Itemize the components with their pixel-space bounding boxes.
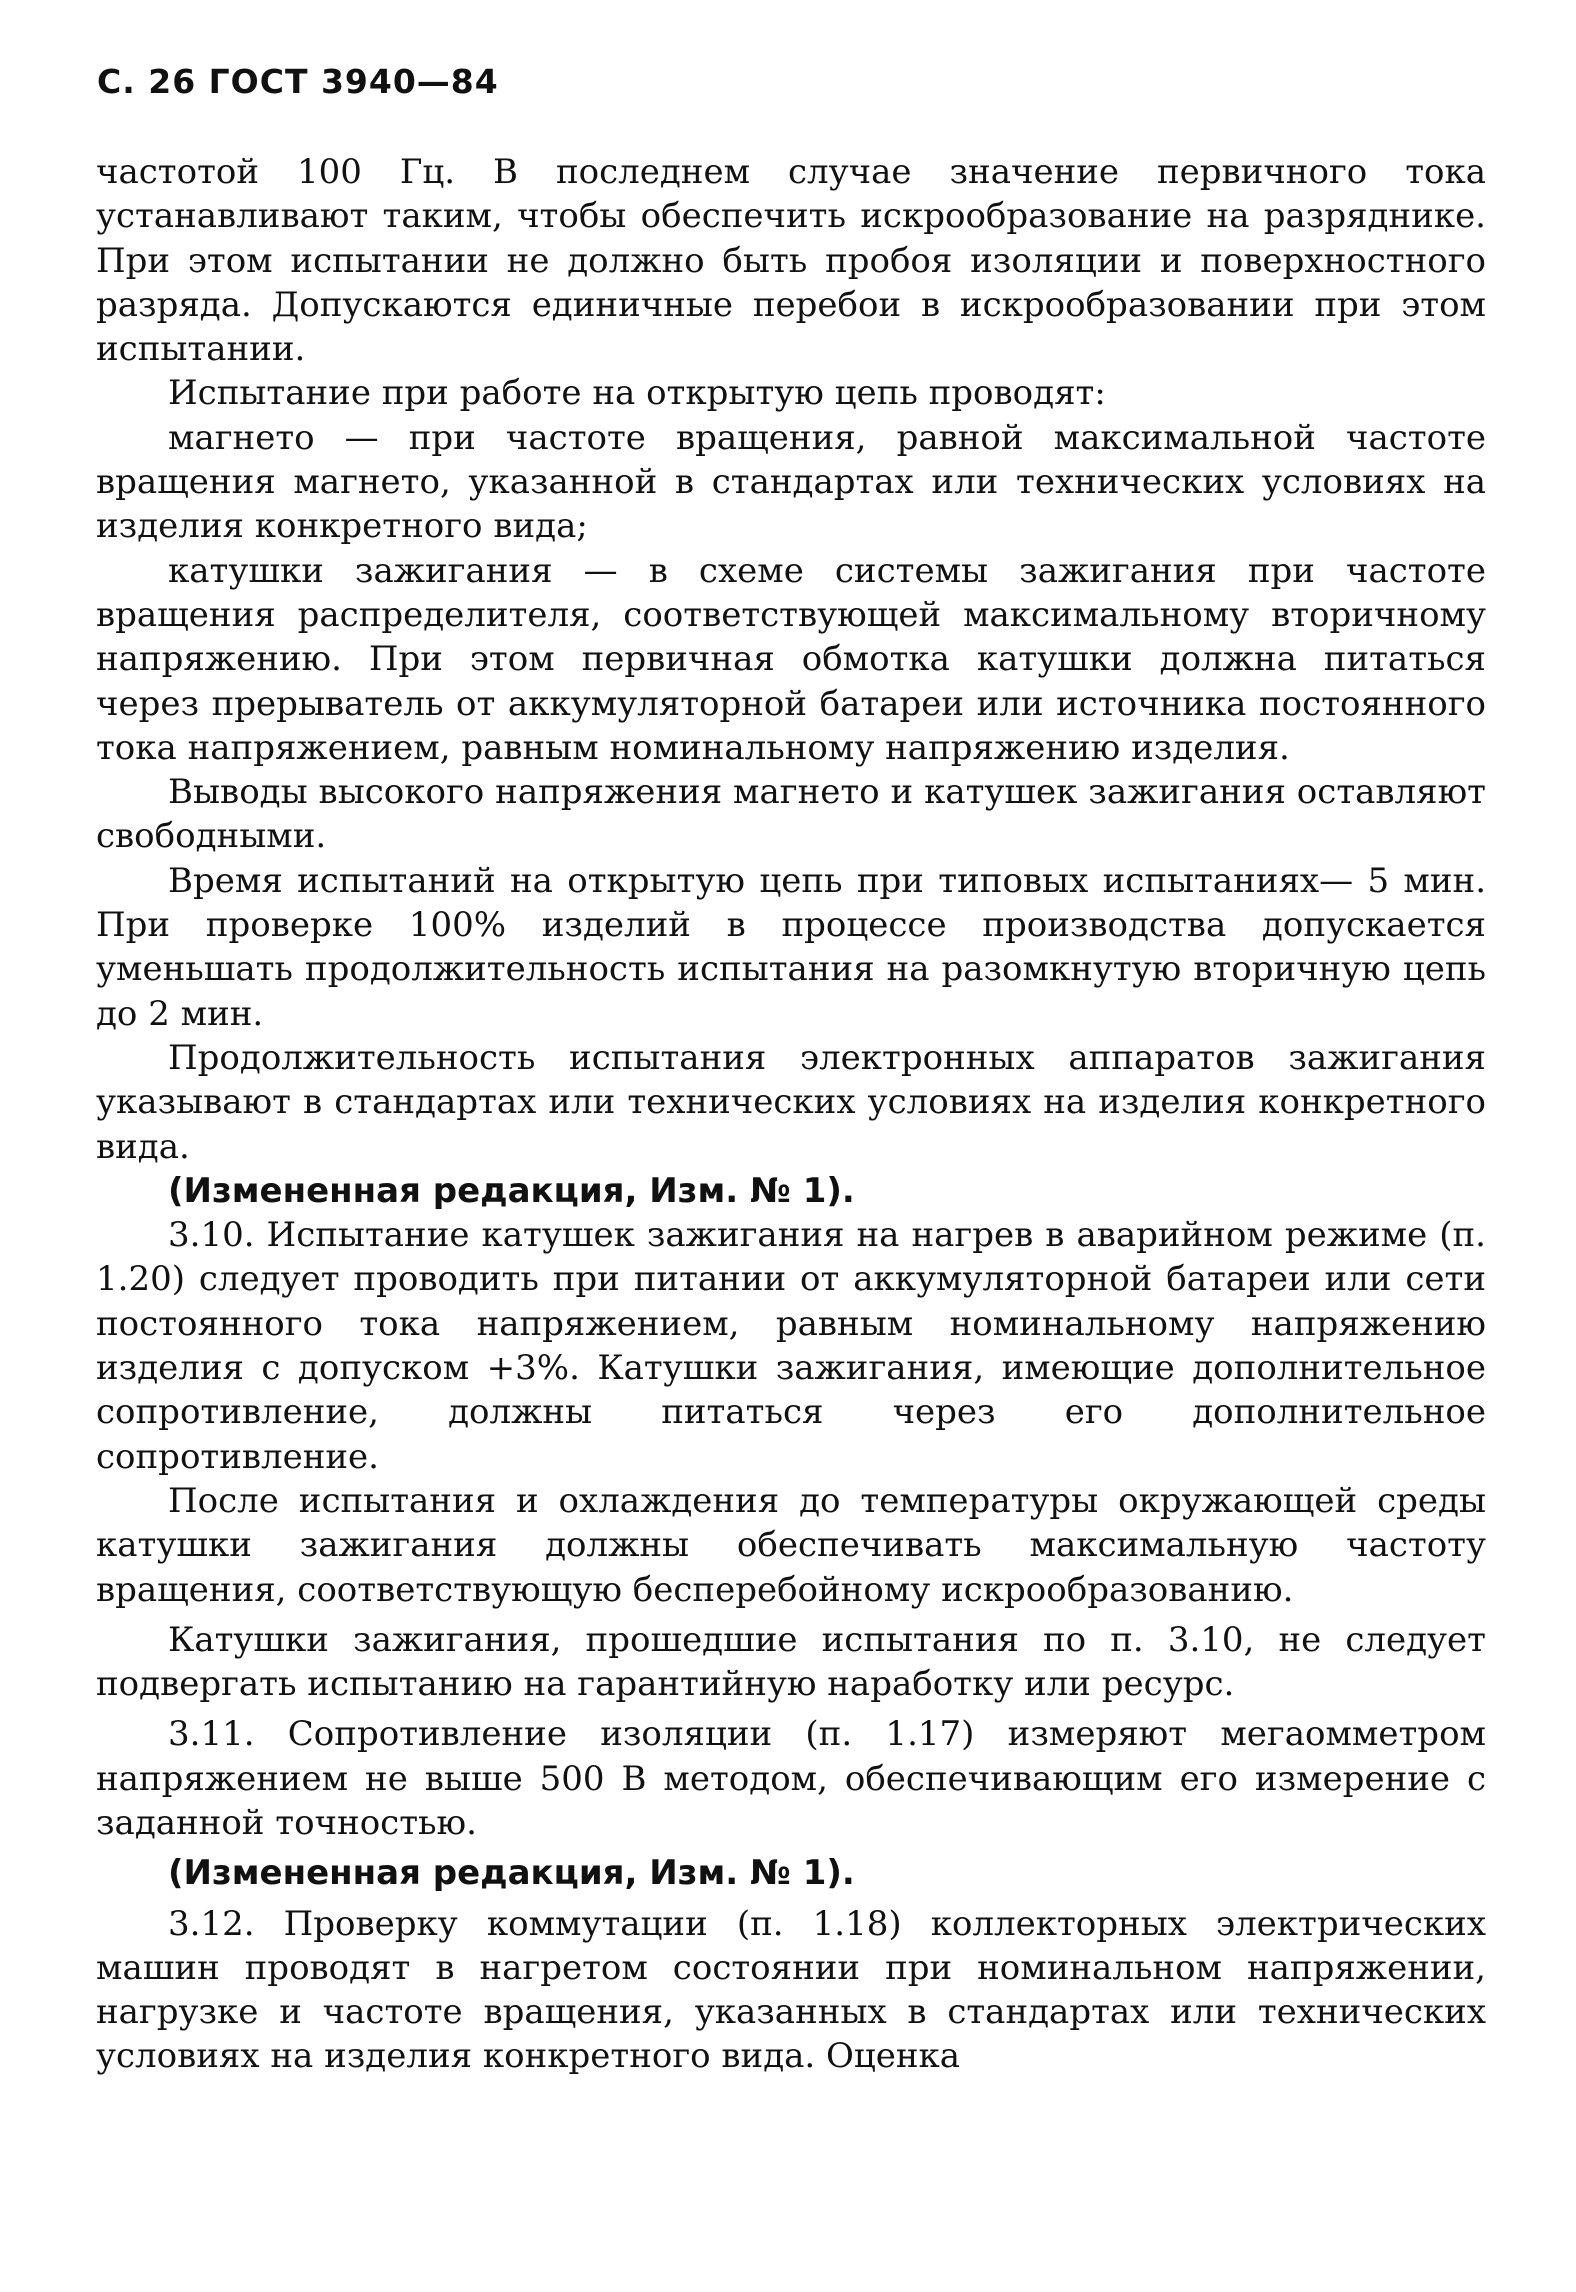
paragraph-ignition-coils: катушки зажигания — в схеме системы зажигания при частоте вращения распределителя, соответствующей максимальному вторичному напряжению. При этом первичная обмотка катушки должна питаться через прерыватель от аккумуляторной батареи или источника постоянного тока напряжением, равным номинальному напряжению изделия. bbox=[96, 550, 1486, 768]
paragraph-continuation: частотой 100 Гц. В последнем случае значение первичного тока устанавливают таким, чтобы обеспечить искрообразование на разряднике. При этом испытании не должно быть пробоя изоляции и поверхностного разряда. Допускаются единичные перебои в искрообразовании при этом испытании. bbox=[96, 152, 1486, 370]
document-body bbox=[96, 150, 1486, 2079]
paragraph-no-warranty-test: Катушки зажигания, прошедшие испытания по п. 3.10, не следует подвергать испытанию на гарантийную наработку или ресурс. bbox=[96, 1619, 1486, 1705]
page-header: С. 26 ГОСТ 3940—84 bbox=[97, 62, 499, 101]
paragraph-high-voltage-outputs: Выводы высокого напряжения магнето и катушек зажигания оставляют свободными. bbox=[96, 772, 1486, 857]
paragraph-electronic-duration: Продолжительность испытания электронных аппаратов зажигания указывают в стандартах или технических условиях на изделия конкретного вида. bbox=[96, 1037, 1486, 1167]
paragraph-3-10: 3.10. Испытание катушек зажигания на нагрев в аварийном режиме (п. 1.20) следует проводить при питании от аккумуляторной батареи или сети постоянного тока напряжением, равным номинальному напряжению изделия с допуском +3%. Катушки зажигания, имеющие дополнительное сопротивление, должны питаться через его дополнительное сопротивление. bbox=[96, 1215, 1486, 1477]
paragraph-3-12: 3.12. Проверку коммутации (п. 1.18) коллекторных электрических машин проводят в нагретом состоянии при номинальном напряжении, нагрузке и частоте вращения, указанных в стандартах или технических условиях на изделия конкретного вида. Оценка bbox=[96, 1903, 1486, 2077]
paragraph-magneto: магнето — при частоте вращения, равной максимальной частоте вращения магнето, указанной в стандартах или технических условиях на изделия конкретного вида; bbox=[96, 417, 1486, 547]
amendment-note: (Измененная редакция, Изм. № 1). bbox=[168, 1170, 855, 1211]
paragraph-test-duration: Время испытаний на открытую цепь при типовых испытаниях— 5 мин. При проверке 100% изделий в процессе производства допускается уменьшать продолжительность испытания на разомкнутую вторичную цепь до 2 мин. bbox=[96, 860, 1486, 1034]
paragraph-open-circuit-intro: Испытание при работе на открытую цепь проводят: bbox=[168, 373, 1106, 414]
amendment-note: (Измененная редакция, Изм. № 1). bbox=[168, 1853, 855, 1894]
paragraph-after-cooling: После испытания и охлаждения до температуры окружающей среды катушки зажигания должны обеспечивать максимальную частоту вращения, соответствующую бесперебойному искрообразованию. bbox=[96, 1480, 1486, 1610]
paragraph-3-11: 3.11. Сопротивление изоляции (п. 1.17) измеряют мегаомметром напряжением не выше 500 В методом, обеспечивающим его измерение с заданной точностью. bbox=[96, 1714, 1486, 1843]
